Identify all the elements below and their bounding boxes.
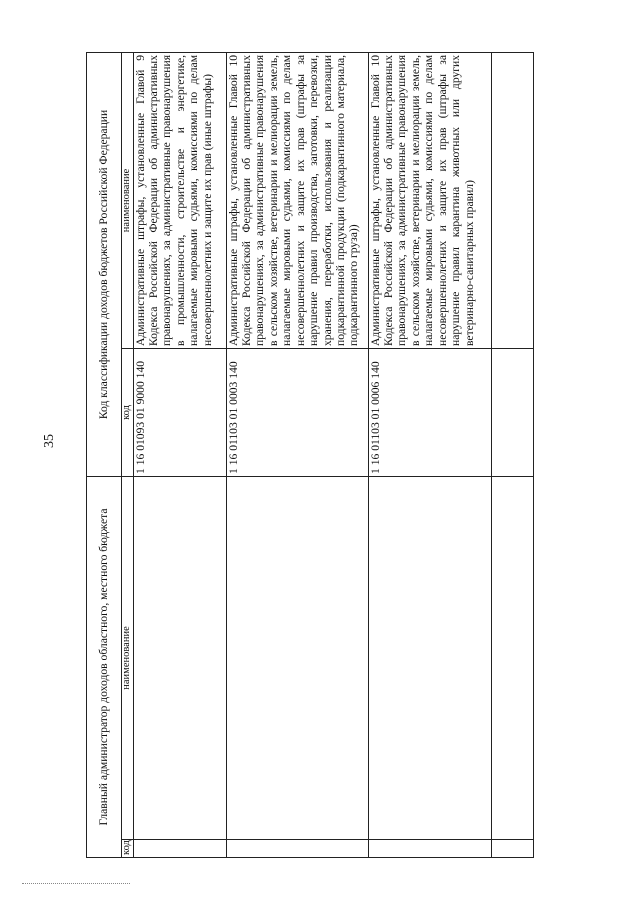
empty-cell bbox=[491, 840, 534, 858]
table-header-row-2 bbox=[122, 52, 134, 857]
col-admin-name: наименование bbox=[122, 476, 134, 839]
admin-code-cell bbox=[226, 840, 368, 858]
rotated-page bbox=[86, 53, 534, 858]
budget-group-header: Код классификации доходов бюджетов Российской Федерации bbox=[87, 52, 122, 476]
empty-cell bbox=[491, 52, 534, 348]
table-row bbox=[226, 52, 368, 857]
admin-name-cell bbox=[133, 476, 226, 839]
empty-cell bbox=[491, 348, 534, 476]
table-row-remainder bbox=[491, 52, 534, 857]
admin-code-cell bbox=[133, 840, 226, 858]
scan-edge-mark bbox=[22, 883, 130, 884]
budget-description-cell: Административные штрафы, установленные Главой 9 Кодекса Российской Федерации об административных правонарушениях, за административные правонарушения в промышленности, строительстве и энергетике, налагаемые мировыми судьями, комиссиями по делам несовершеннолетних и защите их прав (иные штрафы) bbox=[133, 52, 226, 348]
page-number: 35 bbox=[42, 434, 57, 448]
col-budget-code: код bbox=[122, 348, 134, 476]
budget-code-cell: 1 16 01103 01 0003 140 bbox=[226, 348, 368, 476]
budget-description-cell: Административные штрафы, установленные Главой 10 Кодекса Российской Федерации об административных правонарушениях, за административные правонарушения в сельском хозяйстве, ветеринарии и мелиорации земель, налагаемые мировыми судьями, комиссиями по делам несовершеннолетних и защите их прав (штрафы за нарушение правил карантина животных или других ветеринарно-санитарных правил) bbox=[368, 52, 491, 348]
col-budget-name: наименование bbox=[122, 52, 134, 348]
admin-code-cell bbox=[368, 840, 491, 858]
table-row bbox=[368, 52, 491, 857]
admin-name-cell bbox=[368, 476, 491, 839]
budget-code-cell: 1 16 01103 01 0006 140 bbox=[368, 348, 491, 476]
revenue-classification-table bbox=[86, 52, 534, 858]
table-header-row-1 bbox=[87, 52, 122, 857]
admin-name-cell bbox=[226, 476, 368, 839]
col-admin-code: код bbox=[122, 840, 134, 858]
table-row bbox=[133, 52, 226, 857]
admin-group-header: Главный администратор доходов областного, местного бюджета bbox=[87, 476, 122, 857]
empty-cell bbox=[491, 476, 534, 839]
budget-code-cell: 1 16 01093 01 9000 140 bbox=[133, 348, 226, 476]
budget-description-cell: Административные штрафы, установленные Главой 10 Кодекса Российской Федерации об административных правонарушениях, за административные правонарушения в сельском хозяйстве, ветеринарии и мелиорации земель, налагаемые мировыми судьями, комиссиями по делам несовершеннолетних и защите их прав (штрафы за нарушение правил производства, заготовки, перевозки, хранения, переработки, использования и реализации подкарантинной продукции (подкарантинного материала, подкарантинного груза)) bbox=[226, 52, 368, 348]
